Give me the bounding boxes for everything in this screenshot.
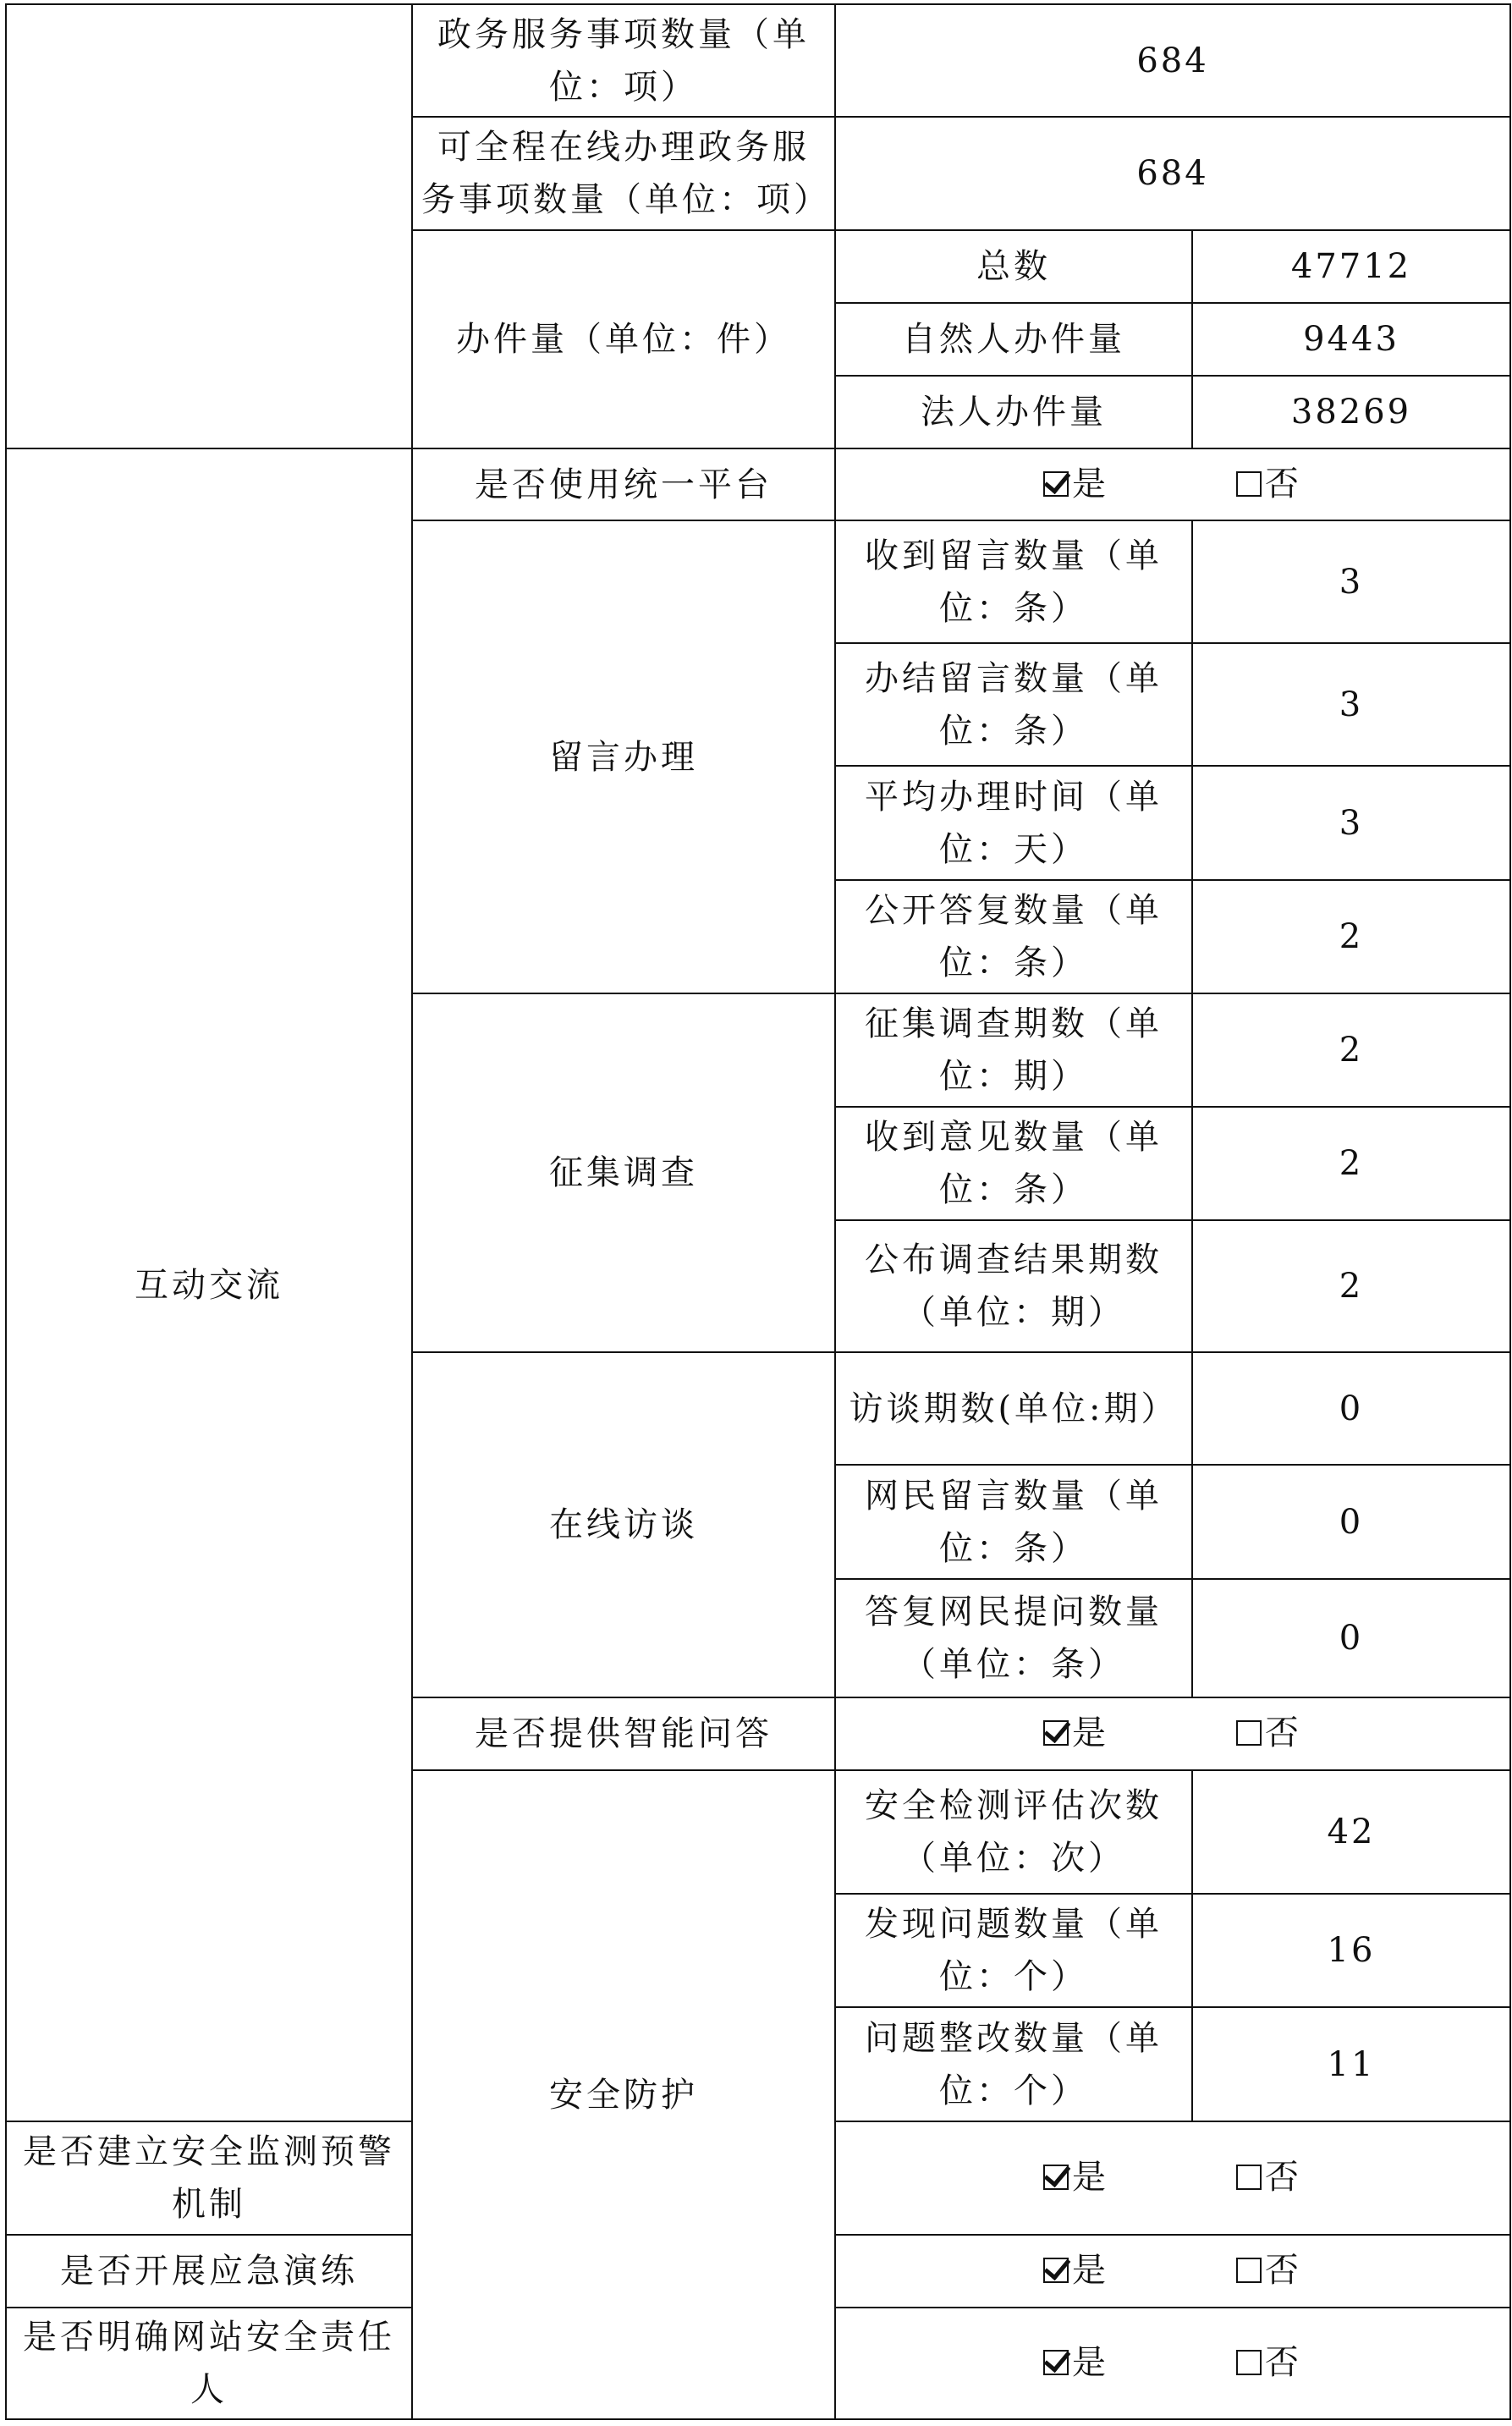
messages-received-value: 3 xyxy=(1192,520,1510,643)
checked-checkbox-icon[interactable] xyxy=(1043,2258,1069,2283)
interaction-section-label: 互动交流 xyxy=(6,448,412,2121)
no-option-label: 否 xyxy=(1265,1714,1302,1752)
security-section-label: 安全防护 xyxy=(412,1770,835,2419)
report-table xyxy=(5,3,1511,2420)
no-option-label: 否 xyxy=(1265,2158,1302,2197)
unchecked-checkbox-icon[interactable] xyxy=(1236,2350,1262,2375)
no-option-label: 否 xyxy=(1265,464,1302,503)
yes-option-label: 是 xyxy=(1072,1714,1109,1752)
cases-total-value: 47712 xyxy=(1192,230,1510,303)
survey-results-value: 2 xyxy=(1192,1220,1510,1352)
online-items-value: 684 xyxy=(835,117,1510,230)
smart-qa-choice xyxy=(835,1697,1510,1770)
interview-answers-label: 答复网民提问数量（单位：条） xyxy=(835,1579,1192,1697)
security-warning-choice xyxy=(835,2121,1510,2235)
survey-results-label: 公布调查结果期数（单位：期） xyxy=(835,1220,1192,1352)
survey-periods-value: 2 xyxy=(1192,993,1510,1107)
checked-checkbox-icon[interactable] xyxy=(1043,2350,1069,2375)
security-owner-choice xyxy=(835,2308,1510,2419)
yes-option-label: 是 xyxy=(1072,464,1109,503)
yes-option-label: 是 xyxy=(1072,2343,1109,2382)
messages-public-reply-value: 2 xyxy=(1192,880,1510,993)
yes-option-label: 是 xyxy=(1072,2158,1109,2197)
security-owner-label: 是否明确网站安全责任人 xyxy=(6,2308,412,2419)
messages-closed-label: 办结留言数量（单位：条） xyxy=(835,643,1192,766)
interview-netizen-msgs-value: 0 xyxy=(1192,1465,1510,1579)
security-issues-label: 发现问题数量（单位：个） xyxy=(835,1894,1192,2007)
messages-received-label: 收到留言数量（单位：条） xyxy=(835,520,1192,643)
online-items-label: 可全程在线办理政务服务事项数量（单位：项） xyxy=(412,117,835,230)
checked-checkbox-icon[interactable] xyxy=(1043,2165,1069,2190)
security-checks-value: 42 xyxy=(1192,1770,1510,1894)
messages-public-reply-label: 公开答复数量（单位：条） xyxy=(835,880,1192,993)
unified-platform-label: 是否使用统一平台 xyxy=(412,448,835,520)
table-row xyxy=(6,4,1510,117)
checked-checkbox-icon[interactable] xyxy=(1043,471,1069,497)
security-fixed-value: 11 xyxy=(1192,2007,1510,2121)
table-row xyxy=(6,448,1510,520)
service-items-label: 政务服务事项数量（单位：项） xyxy=(412,4,835,117)
cases-legal-value: 38269 xyxy=(1192,376,1510,448)
unchecked-checkbox-icon[interactable] xyxy=(1236,1720,1262,1746)
cases-total-label: 总数 xyxy=(835,230,1192,303)
no-option-label: 否 xyxy=(1265,2251,1302,2290)
survey-periods-label: 征集调查期数（单位：期） xyxy=(835,993,1192,1107)
security-warning-label: 是否建立安全监测预警机制 xyxy=(6,2121,412,2235)
cases-label: 办件量（单位：件） xyxy=(412,230,835,448)
messages-label: 留言办理 xyxy=(412,520,835,993)
security-checks-label: 安全检测评估次数（单位：次） xyxy=(835,1770,1192,1894)
cases-natural-label: 自然人办件量 xyxy=(835,303,1192,376)
no-option-label: 否 xyxy=(1265,2343,1302,2382)
unchecked-checkbox-icon[interactable] xyxy=(1236,2258,1262,2283)
interview-label: 在线访谈 xyxy=(412,1352,835,1697)
survey-label: 征集调查 xyxy=(412,993,835,1352)
blank-section-cell xyxy=(6,4,412,448)
interview-answers-value: 0 xyxy=(1192,1579,1510,1697)
cases-natural-value: 9443 xyxy=(1192,303,1510,376)
security-drill-choice xyxy=(835,2235,1510,2308)
interview-periods-label: 访谈期数(单位:期） xyxy=(835,1352,1192,1465)
interview-netizen-msgs-label: 网民留言数量（单位：条） xyxy=(835,1465,1192,1579)
checked-checkbox-icon[interactable] xyxy=(1043,1720,1069,1746)
security-drill-label: 是否开展应急演练 xyxy=(6,2235,412,2308)
survey-opinions-value: 2 xyxy=(1192,1107,1510,1220)
survey-opinions-label: 收到意见数量（单位：条） xyxy=(835,1107,1192,1220)
cases-legal-label: 法人办件量 xyxy=(835,376,1192,448)
yes-option-label: 是 xyxy=(1072,2251,1109,2290)
smart-qa-label: 是否提供智能问答 xyxy=(412,1697,835,1770)
messages-avg-time-label: 平均办理时间（单位：天） xyxy=(835,766,1192,880)
service-items-value: 684 xyxy=(835,4,1510,117)
unchecked-checkbox-icon[interactable] xyxy=(1236,471,1262,497)
security-fixed-label: 问题整改数量（单位：个） xyxy=(835,2007,1192,2121)
unified-platform-choice xyxy=(835,448,1510,520)
unchecked-checkbox-icon[interactable] xyxy=(1236,2165,1262,2190)
security-issues-value: 16 xyxy=(1192,1894,1510,2007)
messages-avg-time-value: 3 xyxy=(1192,766,1510,880)
messages-closed-value: 3 xyxy=(1192,643,1510,766)
interview-periods-value: 0 xyxy=(1192,1352,1510,1465)
